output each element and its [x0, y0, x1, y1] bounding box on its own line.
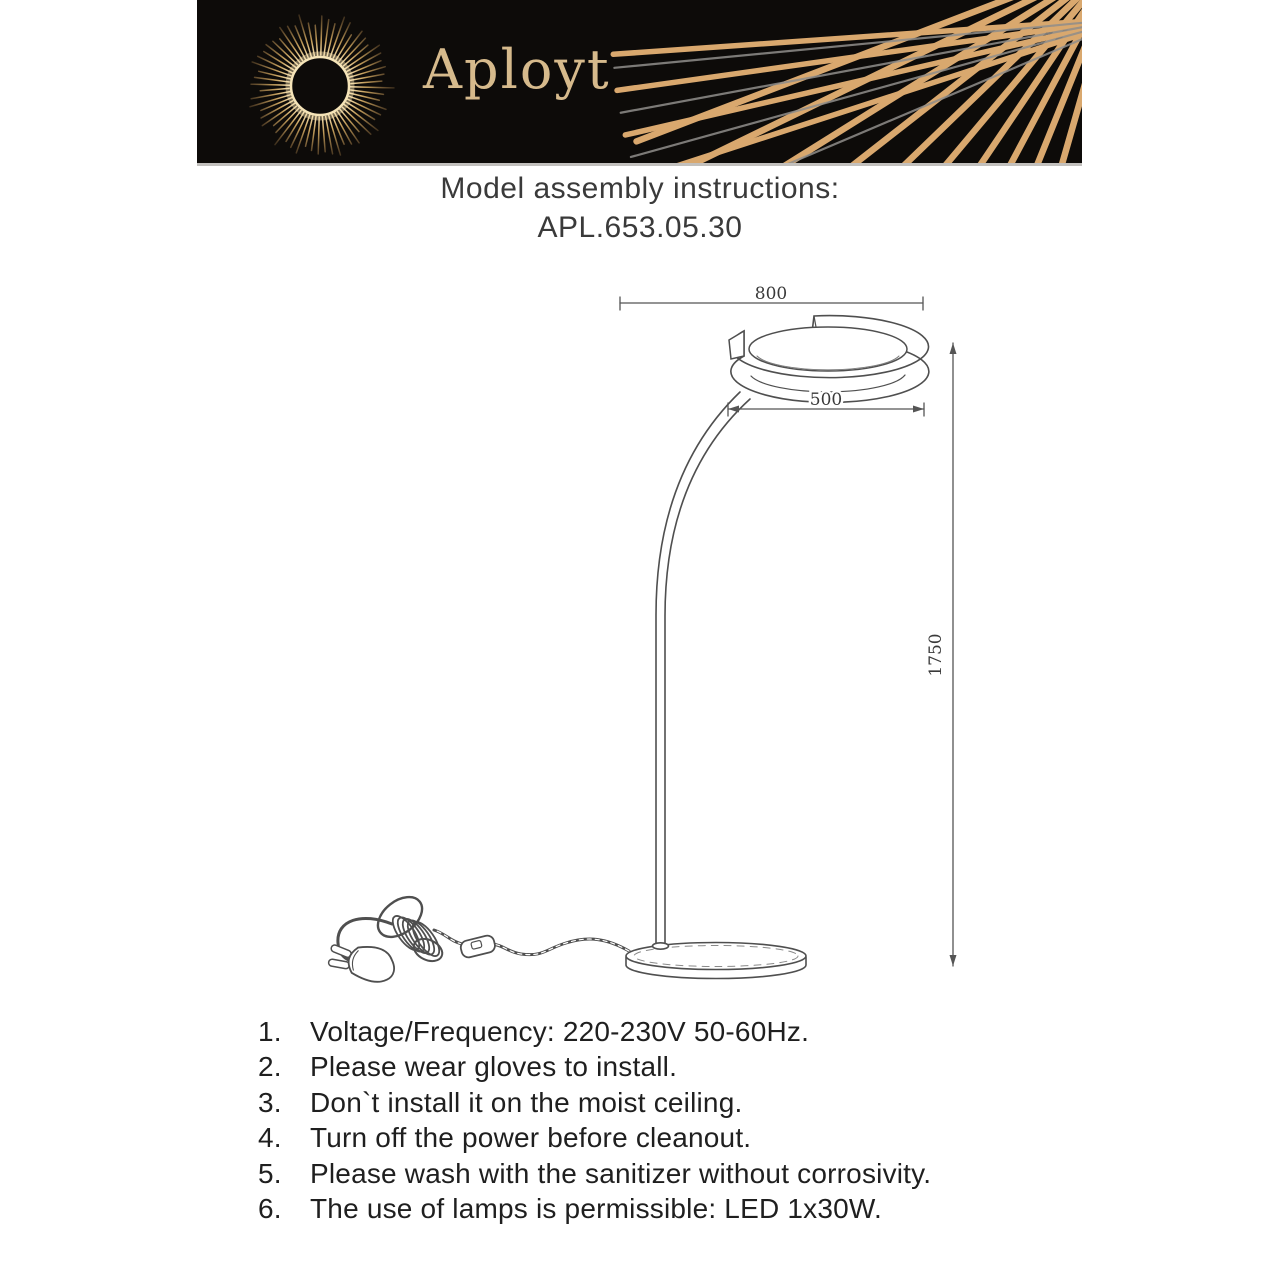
- list-item: [258, 1193, 1088, 1228]
- item-text: Please wash with the sanitizer without corrosivity.: [310, 1157, 932, 1189]
- list-item: [258, 1087, 1088, 1122]
- item-text: The use of lamps is permissible: LED 1x30W.: [310, 1192, 882, 1224]
- lamp-pole: [656, 392, 750, 946]
- item-text: Don`t install it on the moist ceiling.: [310, 1086, 743, 1118]
- lamp-base: [626, 943, 806, 979]
- item-text: Please wear gloves to install.: [310, 1051, 678, 1083]
- list-item: [258, 1016, 1088, 1051]
- dimension-width-label: 800: [754, 284, 788, 304]
- item-number: 6.: [258, 1192, 282, 1224]
- power-plug: [325, 937, 398, 986]
- page-title: Model assembly instructions:: [440, 172, 840, 205]
- list-item: [258, 1051, 1088, 1086]
- item-text: Voltage/Frequency: 220-230V 50-60Hz.: [310, 1016, 810, 1047]
- item-number: 5.: [258, 1157, 282, 1189]
- brand-logo-text: Aployt: [423, 38, 611, 101]
- item-number: 2.: [258, 1051, 282, 1083]
- dimension-height: [950, 343, 957, 966]
- instruction-list: [258, 1016, 1088, 1228]
- list-item: [258, 1158, 1088, 1193]
- dimension-ring-label: 500: [809, 390, 843, 410]
- model-number: APL.653.05.30: [537, 211, 743, 244]
- item-number: 3.: [258, 1086, 282, 1118]
- item-number: 1.: [258, 1016, 282, 1047]
- dimension-height-label: 1750: [926, 633, 946, 677]
- item-text: Turn off the power before cleanout.: [310, 1122, 752, 1154]
- item-number: 4.: [258, 1122, 282, 1154]
- list-item: [258, 1122, 1088, 1157]
- inline-switch: [459, 934, 496, 959]
